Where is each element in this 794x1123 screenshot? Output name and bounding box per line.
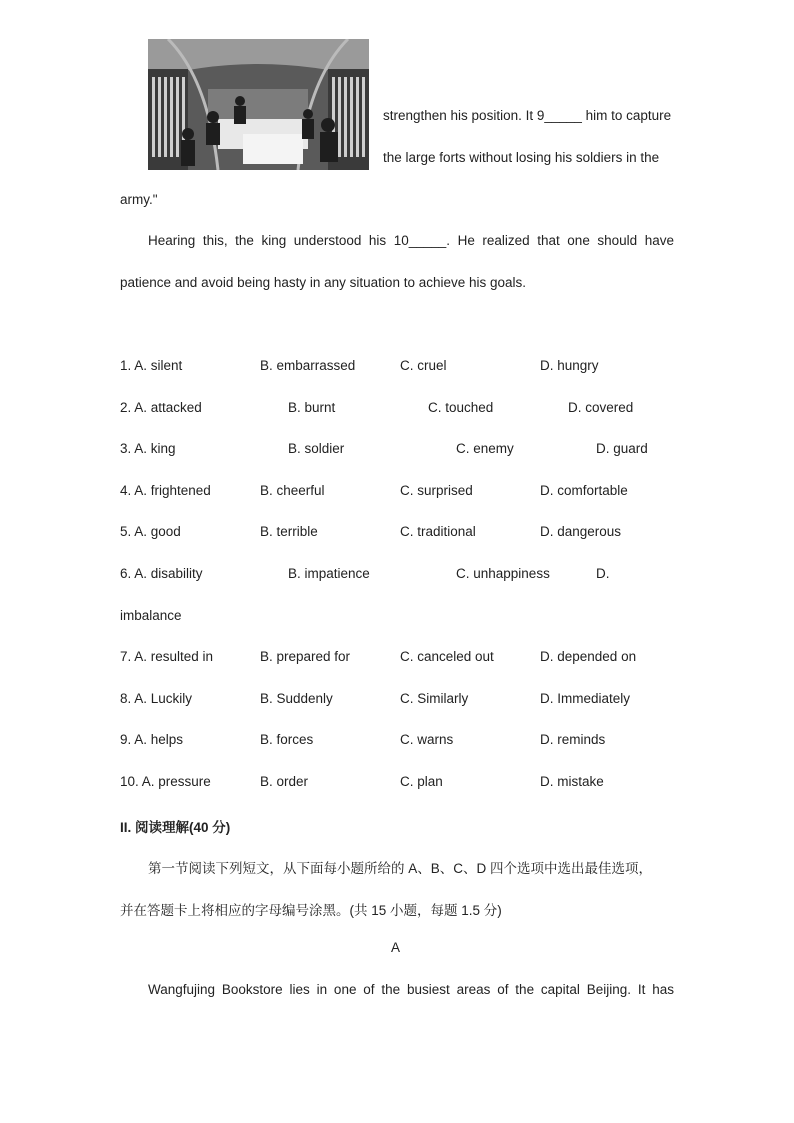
q2-option-c: C. touched	[428, 400, 494, 415]
part-label: A	[391, 940, 401, 955]
q10-option-c: C. plan	[400, 774, 443, 789]
q8-option-a: 8. A. Luckily	[120, 691, 193, 706]
q5-option-b: B. terrible	[260, 524, 318, 539]
q3-option-c: C. enemy	[456, 441, 514, 456]
q2-option-a: 2. A. attacked	[120, 400, 202, 415]
q1-option-c: C. cruel	[400, 358, 447, 373]
passage-para2-line-1: Hearing this, the king understood his 10_____. He realized that one should have	[148, 233, 674, 248]
q10-option-d: D. mistake	[540, 774, 604, 789]
q3-option-b: B. soldier	[288, 441, 345, 456]
q10-option-b: B. order	[260, 774, 309, 789]
instruction-line-1: 第一节阅读下列短文，从下面每小题所给的 A、B、C、D 四个选项中选出最佳选项，	[148, 861, 653, 876]
q6-option-b: B. impatience	[288, 566, 370, 581]
instruction-line-2: 并在答题卡上将相应的字母编号涂黑。(共 15 小题，每题 1.5 分)	[120, 903, 502, 918]
q6-option-d-continued: imbalance	[120, 608, 182, 623]
q5-option-d: D. dangerous	[540, 524, 622, 539]
q7-option-b: B. prepared for	[260, 649, 351, 664]
q9-option-b: B. forces	[260, 732, 314, 747]
passage-para2-line-2: patience and avoid being hasty in any situation to achieve his goals.	[120, 275, 527, 290]
q8-option-b: B. Suddenly	[260, 691, 333, 706]
q8-option-c: C. Similarly	[400, 691, 469, 706]
q9-option-c: C. warns	[400, 732, 454, 747]
section-heading: II. 阅读理解(40 分)	[120, 820, 231, 835]
passage-line-1: strengthen his position. It 9_____ him to capture	[383, 108, 672, 123]
q7-option-a: 7. A. resulted in	[120, 649, 214, 664]
q3-option-a: 3. A. king	[120, 441, 176, 456]
q2-option-b: B. burnt	[288, 400, 336, 415]
q1-option-b: B. embarrassed	[260, 358, 356, 373]
q4-option-b: B. cheerful	[260, 483, 325, 498]
q4-option-d: D. comfortable	[540, 483, 628, 498]
q6-option-a: 6. A. disability	[120, 566, 203, 581]
q5-option-a: 5. A. good	[120, 524, 181, 539]
passage-line-3: army."	[120, 192, 158, 207]
passage-line-2: the large forts without losing his soldiers in the	[383, 150, 660, 165]
q2-option-d: D. covered	[568, 400, 634, 415]
bookstore-photo	[148, 39, 369, 170]
q6-option-c: C. unhappiness	[456, 566, 550, 581]
q8-option-d: D. Immediately	[540, 691, 631, 706]
reading-text-line-1: Wangfujing Bookstore lies in one of the busiest areas of the capital Beijing. It has	[148, 982, 674, 997]
q9-option-d: D. reminds	[540, 732, 606, 747]
q9-option-a: 9. A. helps	[120, 732, 184, 747]
q7-option-c: C. canceled out	[400, 649, 494, 664]
q7-option-d: D. depended on	[540, 649, 637, 664]
q5-option-c: C. traditional	[400, 524, 476, 539]
q6-option-d: D.	[596, 566, 610, 581]
q4-option-c: C. surprised	[400, 483, 473, 498]
q3-option-d: D. guard	[596, 441, 648, 456]
q4-option-a: 4. A. frightened	[120, 483, 211, 498]
q10-option-a: 10. A. pressure	[120, 774, 211, 789]
q1-option-d: D. hungry	[540, 358, 599, 373]
q1-option-a: 1. A. silent	[120, 358, 183, 373]
